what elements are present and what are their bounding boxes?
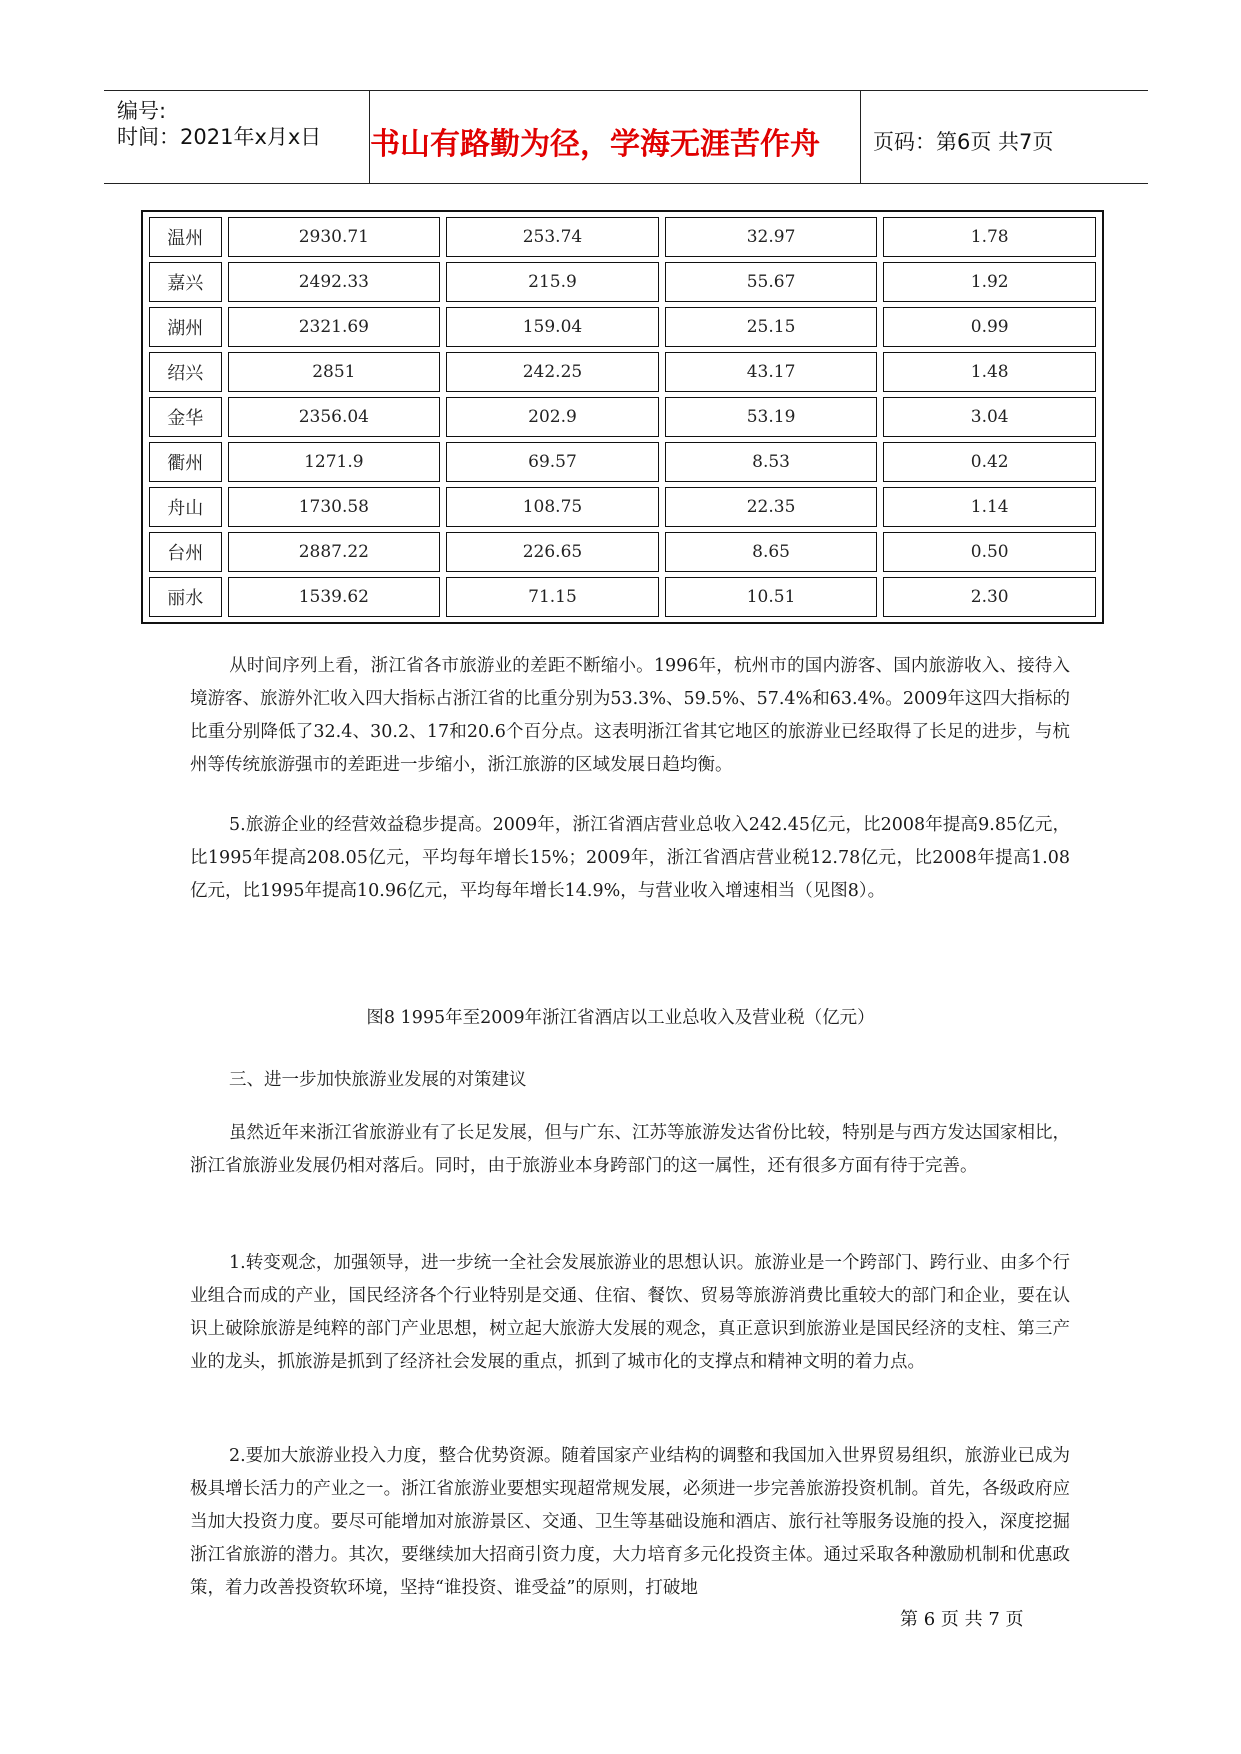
- city-tourism-table: [141, 210, 1104, 624]
- table-cell-city: 湖州: [149, 307, 222, 347]
- header-serial-label: 编号:: [117, 99, 167, 123]
- table-row: [149, 262, 1096, 302]
- table-cell: 0.50: [883, 532, 1096, 572]
- header-bottom-rule: [104, 183, 1148, 184]
- table-cell: 0.42: [883, 442, 1096, 482]
- header-divider-right: [860, 91, 861, 183]
- table-cell: 8.65: [665, 532, 878, 572]
- table-cell: 159.04: [446, 307, 659, 347]
- table-cell-city: 金华: [149, 397, 222, 437]
- table-cell: 253.74: [446, 217, 659, 257]
- page-number-footer: 第 6 页 共 7 页: [900, 1609, 1024, 1630]
- table-cell: 2930.71: [228, 217, 441, 257]
- paragraph-text: 虽然近年来浙江省旅游业有了长足发展，但与广东、江苏等旅游发达省份比较，特别是与西方发达国家相比，浙江省旅游业发展仍相对落后。同时，由于旅游业本身跨部门的这一属性，还有很多方面有待于完善。: [190, 1123, 1070, 1176]
- table-cell: 8.53: [665, 442, 878, 482]
- paragraph-enterprise-benefit: [190, 809, 1070, 908]
- table-cell: 43.17: [665, 352, 878, 392]
- table-cell: 2356.04: [228, 397, 441, 437]
- table-cell: 2887.22: [228, 532, 441, 572]
- table-cell-city: 嘉兴: [149, 262, 222, 302]
- header-page-code: 页码：第6页 共7页: [873, 130, 1054, 154]
- table-cell: 2321.69: [228, 307, 441, 347]
- table-cell: 215.9: [446, 262, 659, 302]
- table-row: [149, 217, 1096, 257]
- paragraph-suggestion-2: [190, 1440, 1070, 1605]
- paragraph-comparison: [190, 1117, 1070, 1183]
- table-cell: 25.15: [665, 307, 878, 347]
- table-cell: 242.25: [446, 352, 659, 392]
- table-row: [149, 397, 1096, 437]
- table-cell-city: 舟山: [149, 487, 222, 527]
- table-row: [149, 307, 1096, 347]
- table-cell: 53.19: [665, 397, 878, 437]
- table-cell: 0.99: [883, 307, 1096, 347]
- table-cell: 71.15: [446, 577, 659, 617]
- table-cell: 202.9: [446, 397, 659, 437]
- table-cell: 22.35: [665, 487, 878, 527]
- section-heading: 三、进一步加快旅游业发展的对策建议: [229, 1070, 527, 1090]
- table-cell: 2.30: [883, 577, 1096, 617]
- table-cell: 1.14: [883, 487, 1096, 527]
- paragraph-text: 2.要加大旅游业投入力度，整合优势资源。随着国家产业结构的调整和我国加入世界贸易组织，旅游业已成为极具增长活力的产业之一。浙江省旅游业要想实现超常规发展，必须进一步完善旅游投资机制。首先，各级政府应当加大投资力度。要尽可能增加对旅游景区、交通、卫生等基础设施和酒店、旅行社等服务设施的投入，深度挖掘浙江省旅游的潜力。其次，要继续加大招商引资力度，大力培育多元化投资主体。通过采取各种激励机制和优惠政策，着力改善投资软环境，坚持“谁投资、谁受益”的原则，打破地: [190, 1446, 1070, 1598]
- table-cell: 32.97: [665, 217, 878, 257]
- table-cell-city: 衢州: [149, 442, 222, 482]
- paragraph-text: 5.旅游企业的经营效益稳步提高。2009年，浙江省酒店营业总收入242.45亿元，比2008年提高9.85亿元，比1995年提高208.05亿元，平均每年增长15%；2009年，浙江省酒店营业税12.78亿元，比2008年提高1.08亿元，比1995年提高10.96亿元，平均每年增长14.9%，与营业收入增速相当（见图8）。: [190, 815, 1070, 901]
- header-top-rule: [104, 90, 1148, 91]
- table-cell: 1.48: [883, 352, 1096, 392]
- table-cell: 69.57: [446, 442, 659, 482]
- table-cell: 55.67: [665, 262, 878, 302]
- table-cell-city: 绍兴: [149, 352, 222, 392]
- table-row: [149, 487, 1096, 527]
- table-cell: 1730.58: [228, 487, 441, 527]
- table-cell: 108.75: [446, 487, 659, 527]
- table-cell: 3.04: [883, 397, 1096, 437]
- header-motto: 书山有路勤为径，学海无涯苦作舟: [370, 127, 820, 162]
- table-cell: 1271.9: [228, 442, 441, 482]
- table-cell: 1.78: [883, 217, 1096, 257]
- table-cell: 10.51: [665, 577, 878, 617]
- table-row: [149, 442, 1096, 482]
- table-cell: 2492.33: [228, 262, 441, 302]
- table-cell-city: 丽水: [149, 577, 222, 617]
- paragraph-text: 从时间序列上看，浙江省各市旅游业的差距不断缩小。1996年，杭州市的国内游客、国内旅游收入、接待入境游客、旅游外汇收入四大指标占浙江省的比重分别为53.3%、59.5%、57.4%和63.4%。2009年这四大指标的比重分别降低了32.4、30.2、17和20.6个百分点。这表明浙江省其它地区的旅游业已经取得了长足的进步，与杭州等传统旅游强市的差距进一步缩小，浙江旅游的区域发展日趋均衡。: [190, 656, 1070, 775]
- table-cell: 2851: [228, 352, 441, 392]
- header-time-label: 时间：2021年x月x日: [117, 125, 322, 149]
- table-cell-city: 温州: [149, 217, 222, 257]
- table-cell: 1539.62: [228, 577, 441, 617]
- table-row: [149, 532, 1096, 572]
- table-cell: 226.65: [446, 532, 659, 572]
- figure-caption: 图8 1995年至2009年浙江省酒店以工业总收入及营业税（亿元）: [366, 1008, 875, 1028]
- paragraph-regional-gap: [190, 650, 1070, 782]
- table-cell-city: 台州: [149, 532, 222, 572]
- paragraph-text: 1.转变观念，加强领导，进一步统一全社会发展旅游业的思想认识。旅游业是一个跨部门、跨行业、由多个行业组合而成的产业，国民经济各个行业特别是交通、住宿、餐饮、贸易等旅游消费比重较大的部门和企业，要在认识上破除旅游是纯粹的部门产业思想，树立起大旅游大发展的观念，真正意识到旅游业是国民经济的支柱、第三产业的龙头，抓旅游是抓到了经济社会发展的重点，抓到了城市化的支撑点和精神文明的着力点。: [190, 1253, 1070, 1372]
- table-cell: 1.92: [883, 262, 1096, 302]
- table-row: [149, 577, 1096, 617]
- paragraph-suggestion-1: [190, 1247, 1070, 1379]
- table-row: [149, 352, 1096, 392]
